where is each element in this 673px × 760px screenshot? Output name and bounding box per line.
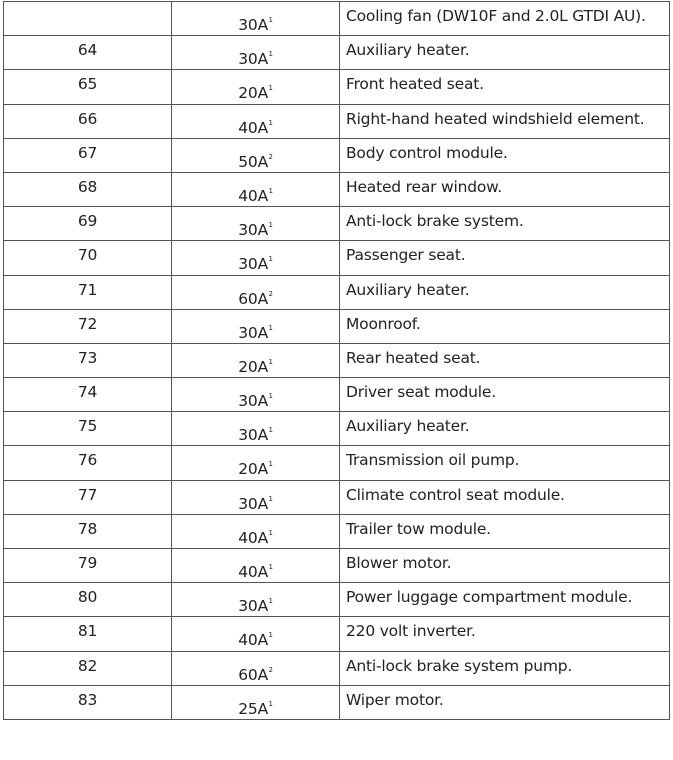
protected-component: Trailer tow module. (340, 514, 670, 548)
fuse-rating: 60A (238, 665, 268, 684)
table-row (4, 138, 670, 172)
table-row (4, 275, 670, 309)
table-row (4, 343, 670, 377)
fuse-number: 72 (4, 309, 172, 343)
footnote-marker: 1 (268, 16, 273, 24)
footnote-marker: 1 (268, 118, 273, 127)
fuse-rating-cell (172, 412, 340, 446)
table-row (4, 651, 670, 685)
fuse-rating-cell (172, 36, 340, 70)
fuse-rating-cell (172, 685, 340, 719)
footnote-marker: 2 (268, 665, 273, 674)
fuse-number: 69 (4, 207, 172, 241)
protected-component: Climate control seat module. (340, 480, 670, 514)
fuse-rating: 40A (238, 563, 268, 581)
table-row (4, 549, 670, 583)
fuse-rating: 30A (238, 255, 268, 274)
fuse-number: 67 (4, 138, 172, 172)
fuse-rating: 40A (238, 118, 268, 137)
protected-component: Front heated seat. (340, 70, 670, 104)
protected-component: Rear heated seat. (340, 343, 670, 377)
protected-component: Body control module. (340, 138, 670, 172)
table-row (4, 480, 670, 514)
footnote-marker: 1 (268, 699, 273, 708)
footnote-marker: 1 (268, 631, 273, 640)
fuse-rating: 40A (238, 528, 268, 547)
fuse-rating: 20A (238, 357, 268, 376)
fuse-number: 80 (4, 583, 172, 617)
protected-component: Passenger seat. (340, 241, 670, 275)
fuse-number: 66 (4, 104, 172, 138)
table-row (4, 36, 670, 70)
footnote-marker: 2 (268, 152, 273, 161)
fuse-rating-cell (172, 651, 340, 685)
footnote-marker: 1 (268, 221, 273, 230)
fuse-rating: 20A (238, 84, 268, 103)
fuse-rating: 30A (238, 597, 268, 616)
protected-component: Cooling fan (DW10F and 2.0L GTDI AU). (340, 2, 670, 36)
footnote-marker: 1 (268, 50, 273, 59)
table-row (4, 617, 670, 651)
fuse-rating-cell (172, 446, 340, 480)
protected-component: Auxiliary heater. (340, 412, 670, 446)
fuse-rating: 30A (238, 323, 268, 342)
footnote-marker: 1 (268, 255, 273, 264)
table-row (4, 207, 670, 241)
fuse-rating: 30A (238, 426, 268, 445)
fuse-rating-cell (172, 70, 340, 104)
fuse-rating: 40A (238, 186, 268, 205)
fuse-rating: 60A (238, 289, 268, 308)
fuse-rating-cell (172, 2, 340, 36)
footnote-marker: 1 (268, 84, 273, 93)
fuse-rating-cell (172, 241, 340, 275)
fuse-number (4, 2, 172, 36)
protected-component: Auxiliary heater. (340, 36, 670, 70)
footnote-marker: 2 (268, 289, 273, 298)
fuse-rating-cell (172, 138, 340, 172)
fuse-number: 71 (4, 275, 172, 309)
table-row (4, 104, 670, 138)
protected-component: 220 volt inverter. (340, 617, 670, 651)
footnote-marker: 1 (268, 186, 273, 195)
fuse-rating-cell (172, 514, 340, 548)
fuse-number: 74 (4, 378, 172, 412)
footnote-marker: 1 (268, 597, 273, 606)
fuse-table-body (4, 2, 670, 720)
fuse-rating: 50A (238, 152, 268, 171)
fuse-number: 73 (4, 343, 172, 377)
table-row (4, 514, 670, 548)
fuse-number: 83 (4, 685, 172, 719)
fuse-rating: 25A (238, 699, 268, 718)
fuse-rating-cell (172, 480, 340, 514)
fuse-rating: 30A (238, 392, 268, 411)
fuse-number: 70 (4, 241, 172, 275)
fuse-rating-cell (172, 207, 340, 241)
fuse-rating-cell (172, 583, 340, 617)
fuse-rating-cell (172, 549, 340, 583)
footnote-marker: 1 (268, 494, 273, 503)
protected-component: Anti-lock brake system pump. (340, 651, 670, 685)
table-row (4, 446, 670, 480)
fuse-number: 81 (4, 617, 172, 651)
fuse-table (3, 1, 670, 720)
fuse-rating: 40A (238, 631, 268, 650)
table-row (4, 685, 670, 719)
protected-component: Driver seat module. (340, 378, 670, 412)
footnote-marker: 1 (268, 323, 273, 332)
fuse-rating-cell (172, 343, 340, 377)
fuse-number: 82 (4, 651, 172, 685)
fuse-number: 76 (4, 446, 172, 480)
fuse-rating-cell (172, 104, 340, 138)
fuse-rating-cell (172, 172, 340, 206)
protected-component: Heated rear window. (340, 172, 670, 206)
fuse-rating-cell (172, 617, 340, 651)
fuse-number: 64 (4, 36, 172, 70)
protected-component: Anti-lock brake system. (340, 207, 670, 241)
fuse-number: 68 (4, 172, 172, 206)
fuse-rating-cell (172, 378, 340, 412)
table-row (4, 241, 670, 275)
footnote-marker: 1 (268, 426, 273, 435)
footnote-marker: 1 (268, 528, 273, 537)
protected-component: Right-hand heated windshield element. (340, 104, 670, 138)
fuse-rating: 30A (238, 50, 268, 69)
footnote-marker: 1 (268, 392, 273, 401)
table-row (4, 583, 670, 617)
fuse-rating: 30A (238, 494, 268, 513)
table-row (4, 378, 670, 412)
fuse-number: 77 (4, 480, 172, 514)
fuse-rating-cell (172, 275, 340, 309)
fuse-rating-cell (172, 309, 340, 343)
table-row (4, 70, 670, 104)
table-row (4, 172, 670, 206)
fuse-number: 75 (4, 412, 172, 446)
protected-component: Moonroof. (340, 309, 670, 343)
footnote-marker: 1 (268, 357, 273, 366)
table-row (4, 2, 670, 36)
protected-component: Transmission oil pump. (340, 446, 670, 480)
table-row (4, 309, 670, 343)
protected-component: Auxiliary heater. (340, 275, 670, 309)
fuse-number: 78 (4, 514, 172, 548)
footnote-marker: 1 (268, 563, 273, 571)
protected-component: Power luggage compartment module. (340, 583, 670, 617)
fuse-number: 65 (4, 70, 172, 104)
footnote-marker: 1 (268, 460, 273, 469)
fuse-rating: 30A (238, 221, 268, 240)
protected-component: Blower motor. (340, 549, 670, 583)
fuse-number: 79 (4, 549, 172, 583)
table-row (4, 412, 670, 446)
fuse-rating: 30A (238, 16, 268, 34)
protected-component: Wiper motor. (340, 685, 670, 719)
fuse-rating: 20A (238, 460, 268, 479)
